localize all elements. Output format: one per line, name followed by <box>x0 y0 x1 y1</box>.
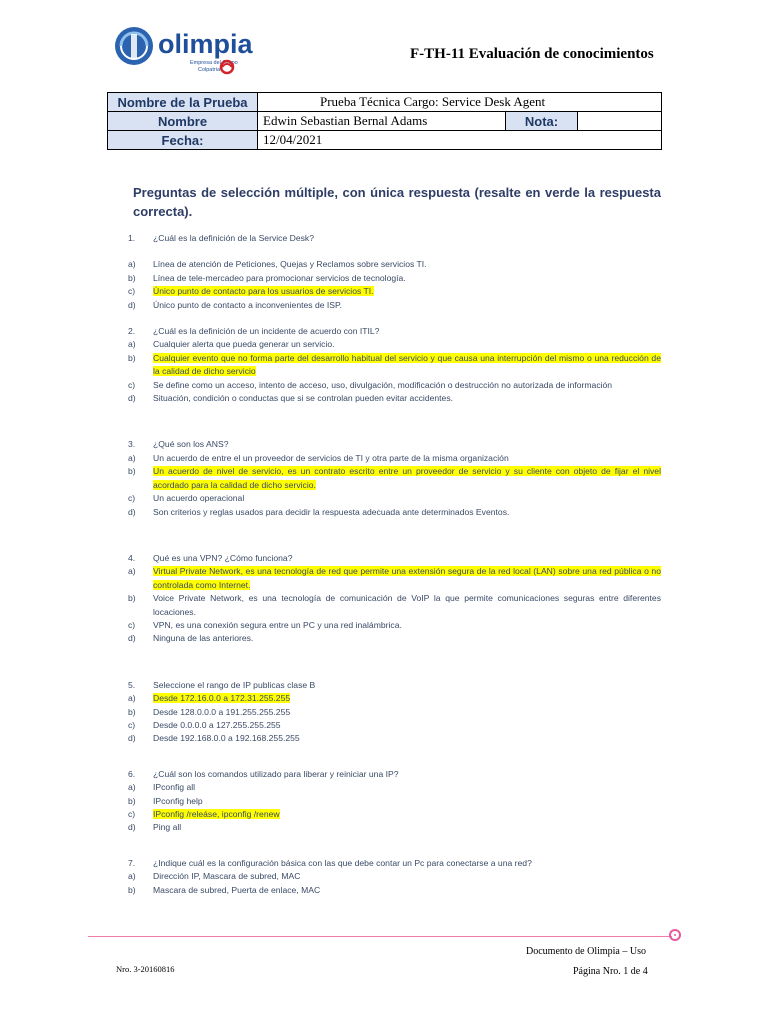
option-letter: c) <box>128 809 136 819</box>
logo-wordmark: olimpia <box>158 29 253 59</box>
selected-answer-text: Cualquier evento que no forma parte del desarrollo habitual del servicio y que causa una interrupción del mismo o una reducción de la calidad de dicho servicio <box>153 352 661 377</box>
option-text: Situación, condición o conductas que si se controlan pueden evitar accidentes. <box>153 393 454 404</box>
question-number: 4. <box>128 552 136 563</box>
option <box>128 706 661 719</box>
question-number: 1. <box>128 233 136 243</box>
option <box>128 465 661 492</box>
question <box>128 768 661 781</box>
option-text: Son criterios y reglas usados para decidir la respuesta adecuada ante determinados Eventos. <box>153 506 510 517</box>
option <box>128 592 661 619</box>
option-letter: a) <box>128 871 136 882</box>
selected-answer-text: Un acuerdo de nivel de servicio, es un contrato escrito entre un proveedor de servicio y su cliente con objeto de fijar el nivel acordado para la calidad de dicho servicio. <box>153 466 661 490</box>
option <box>128 352 661 379</box>
option-text: Ninguna de las anteriores. <box>153 633 254 644</box>
option-text: Se define como un acceso, intento de acceso, uso, divulgación, modificación o destrucción no autorizada de información <box>153 379 613 390</box>
option-letter: d) <box>128 393 136 404</box>
option-letter: b) <box>128 352 136 363</box>
selected-answer-text: IPconfig /releáse, ipconfig /renew <box>153 809 280 819</box>
question <box>128 232 661 245</box>
option <box>128 808 661 821</box>
value-nombre: Edwin Sebastian Bernal Adams <box>258 112 506 131</box>
option <box>128 272 661 285</box>
option-letter: c) <box>128 493 136 504</box>
question-number: 5. <box>128 679 136 690</box>
company-logo <box>112 22 272 82</box>
option-letter: b) <box>128 706 136 717</box>
option <box>128 781 661 794</box>
option <box>128 692 661 705</box>
option <box>128 884 661 897</box>
instructions-heading: Preguntas de selección múltiple, con única respuesta (resalte en verde la respuesta correcta). <box>133 185 661 219</box>
option-text: Un acuerdo de entre el un proveedor de servicios de TI y otra parte de la misma organización <box>153 452 509 463</box>
option-letter: b) <box>128 795 136 806</box>
option-letter: a) <box>128 782 136 793</box>
value-prueba: Prueba Técnica Cargo: Service Desk Agent <box>258 93 662 112</box>
question-text: ¿Qué son los ANS? <box>153 439 229 450</box>
option-letter: a) <box>128 339 136 350</box>
option-letter: d) <box>128 633 136 644</box>
option-letter: b) <box>128 593 136 604</box>
selected-answer-text: Único punto de contacto para los usuarios de servicios TI. <box>153 286 374 297</box>
option <box>128 821 661 834</box>
document-code-title: F-TH-11 Evaluación de conocimientos <box>410 46 654 62</box>
option <box>128 379 661 392</box>
question-list <box>128 232 661 897</box>
question <box>128 679 661 692</box>
question-text: ¿Cuál es la definición de un incidente de acuerdo con ITIL? <box>153 326 380 337</box>
question <box>128 438 661 451</box>
question-number: 3. <box>128 439 136 450</box>
option-text: Un acuerdo operacional <box>153 493 245 504</box>
option <box>128 619 661 632</box>
option-text: Desde 192.168.0.0 a 192.168.255.255 <box>153 733 300 744</box>
option-letter: b) <box>128 884 136 895</box>
option <box>128 565 661 592</box>
value-nota <box>578 112 662 131</box>
option <box>128 299 661 312</box>
option-text: Desde 0.0.0.0 a 127.255.255.255 <box>153 719 281 730</box>
option-letter: b) <box>128 466 136 477</box>
question-number: 2. <box>128 326 136 337</box>
option <box>128 506 661 519</box>
option <box>128 285 661 298</box>
label-prueba: Nombre de la Prueba <box>108 93 258 112</box>
label-nota: Nota: <box>506 112 578 131</box>
option-text: IPconfig all <box>153 782 196 793</box>
option-text: IPconfig help <box>153 795 203 806</box>
option-text: Dirección IP, Mascara de subred, MAC <box>153 871 301 882</box>
selected-answer-text: Desde 172.16.0.0 a 172.31.255.255 <box>153 693 291 704</box>
question-number: 6. <box>128 768 136 779</box>
option <box>128 392 661 405</box>
question-text: ¿Indique cuál es la configuración básica con las que debe contar un Pc para conectarse a una red? <box>153 857 532 868</box>
footer-document-label: Documento de Olimpia – Uso <box>526 946 646 957</box>
option <box>128 732 661 745</box>
option-letter: a) <box>128 693 136 704</box>
option <box>128 795 661 808</box>
question <box>128 552 661 565</box>
question <box>128 857 661 870</box>
question-text: ¿Cuál es la definición de la Service Desk? <box>153 233 314 243</box>
footer-divider <box>88 936 672 937</box>
selected-answer-text: Virtual Private Network, es una tecnología de red que permite una extensión segura de la red local (LAN) sobre una red pública o no controlada como Internet. <box>153 566 661 590</box>
option-letter: b) <box>128 272 136 283</box>
option-letter: c) <box>128 379 136 390</box>
option-letter: c) <box>128 286 136 297</box>
option-text: Mascara de subred, Puerta de enlace, MAC <box>153 884 321 895</box>
question <box>128 325 661 338</box>
option <box>128 870 661 883</box>
footer-doc-number: Nro. 3-20160816 <box>116 964 175 974</box>
option-text: Línea de tele-mercadeo para promocionar servicios de tecnología. <box>153 272 406 283</box>
option <box>128 452 661 465</box>
option-letter: d) <box>128 733 136 744</box>
footer-target-icon <box>669 929 681 941</box>
option-letter: d) <box>128 822 136 833</box>
option-text: Ping all <box>153 822 182 833</box>
option <box>128 258 661 271</box>
question-number: 7. <box>128 857 136 868</box>
option <box>128 492 661 505</box>
footer-page-number: Página Nro. 1 de 4 <box>573 966 648 977</box>
option-text: Cualquier alerta que pueda generar un servicio. <box>153 339 335 350</box>
label-nombre: Nombre <box>108 112 258 131</box>
option-letter: a) <box>128 259 136 270</box>
option-text: Voice Private Network, es una tecnología de comunicación de VoIP la que permite comunicaciones seguras entre diferentes locaciones. <box>153 593 661 617</box>
option-text: VPN, es una conexión segura entre un PC y una red inalámbrica. <box>153 619 402 630</box>
value-fecha: 12/04/2021 <box>258 131 662 150</box>
test-info-table <box>107 92 662 150</box>
question-text: Qué es una VPN? ¿Cómo funciona? <box>153 552 293 563</box>
option-letter: a) <box>128 452 136 463</box>
option-letter: a) <box>128 566 136 577</box>
logo-tagline-1: Empresa del Grupo <box>190 60 238 66</box>
label-fecha: Fecha: <box>108 131 258 150</box>
option-text: Único punto de contacto a inconvenientes de ISP. <box>153 299 343 310</box>
question-text: ¿Cuál son los comandos utilizado para liberar y reiniciar una IP? <box>153 768 399 779</box>
option-letter: c) <box>128 619 136 630</box>
option <box>128 338 661 351</box>
option-letter: c) <box>128 719 136 730</box>
logo-tagline-2: Colpatria <box>198 67 221 73</box>
option <box>128 719 661 732</box>
option-letter: d) <box>128 506 136 517</box>
option-text: Desde 128.0.0.0 a 191.255.255.255 <box>153 706 291 717</box>
question-text: Seleccione el rango de IP publicas clase B <box>153 679 316 690</box>
option-text: Línea de atención de Peticiones, Quejas y Reclamos sobre servicios TI. <box>153 259 427 270</box>
option-letter: d) <box>128 299 136 310</box>
option <box>128 632 661 645</box>
